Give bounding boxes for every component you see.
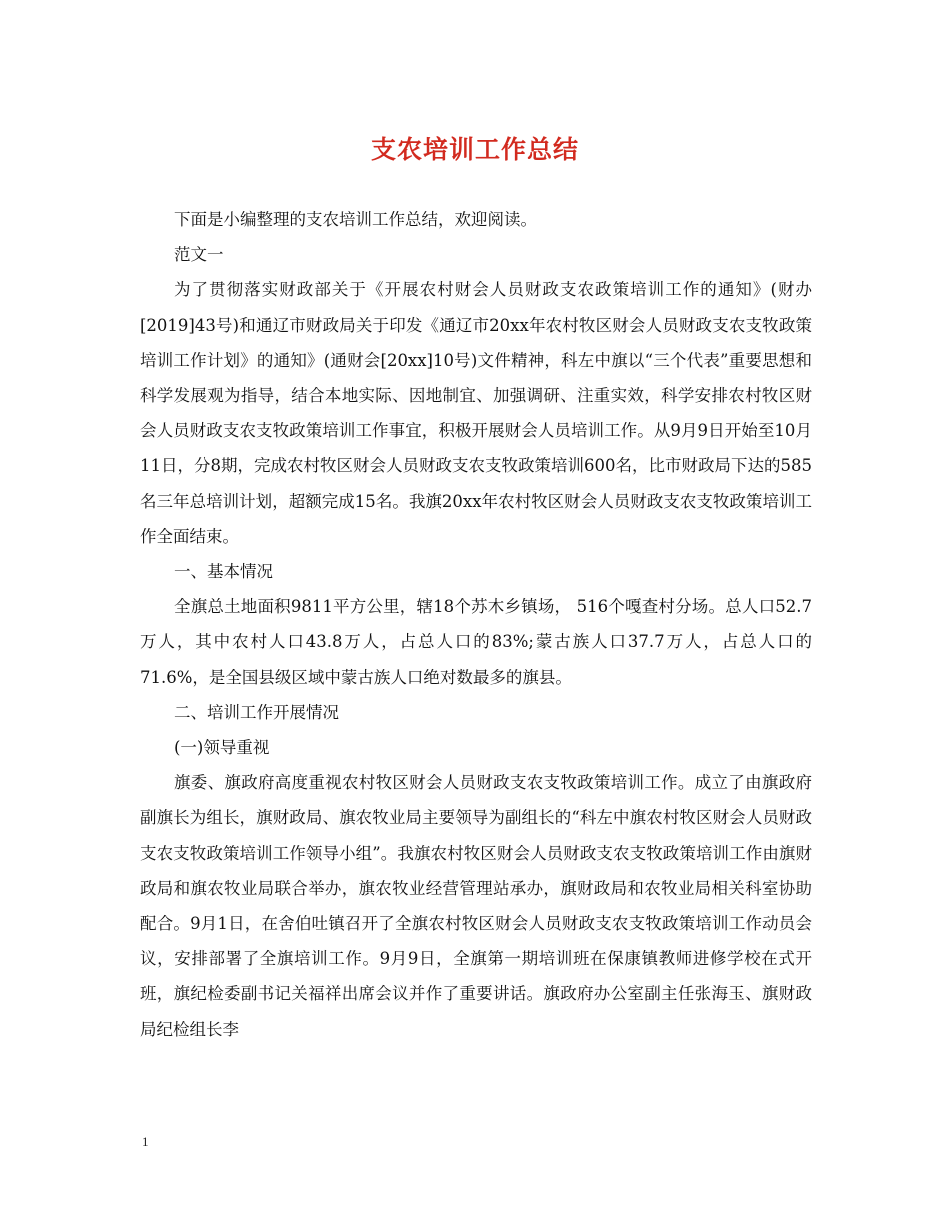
paragraph-basic-info: 全旗总土地面积9811平方公里，辖18个苏木乡镇场， 516个嘎查村分场。总人口52.7万人，其中农村人口43.8万人，占总人口的83%;蒙古族人口37.7万人，占总人口的71.6%，是全国县级区域中蒙古族人口绝对数最多的旗县。 [140, 597, 812, 687]
subsection-heading-leadership: (一)领导重视 [174, 738, 270, 758]
paragraph-intro: 下面是小编整理的支农培训工作总结，欢迎阅读。 [174, 210, 537, 229]
paragraph-sample-heading: 范文一 [174, 245, 224, 265]
section-heading-basic: 一、基本情况 [174, 562, 273, 582]
document-title: 支农培训工作总结 [370, 135, 579, 164]
page-number: 1 [142, 1134, 149, 1149]
document-body [140, 202, 812, 1047]
paragraph-background: 为了贯彻落实财政部关于《开展农村财会人员财政支农政策培训工作的通知》(财办[2019]43号)和通辽市财政局关于印发《通辽市20xx年农村牧区财会人员财政支农支牧政策培训工作计划》的通知》(通财会[20xx]10号)文件精神，科左中旗以“三个代表”重要思想和科学发展观为指导，结合本地实际、因地制宜、加强调研、注重实效，科学安排农村牧区财会人员财政支农支牧政策培训工作事宜，积极开展财会人员培训工作。从9月9日开始至10月 11日，分8期，完成农村牧区财会人员财政支农支牧政策培训600名，比市财政局下达的585名三年总培训计划，超额完成15名。我旗20xx年农村牧区财会人员财政支农支牧政策培训工作全面结束。 [140, 280, 812, 546]
section-heading-training: 二、培训工作开展情况 [174, 702, 339, 722]
paragraph-leadership: 旗委、旗政府高度重视农村牧区财会人员财政支农支牧政策培训工作。成立了由旗政府副旗长为组长，旗财政局、旗农牧业局主要领导为副组长的“科左中旗农村牧区财会人员财政支农支牧政策培训工作领导小组”。我旗农村牧区财会人员财政支农支牧政策培训工作由旗财政局和旗农牧业局联合举办，旗农牧业经营管理站承办，旗财政局和农牧业局相关科室协助配合。9月1日，在舍伯吐镇召开了全旗农村牧区财会人员财政支农支牧政策培训工作动员会议，安排部署了全旗培训工作。9月9日，全旗第一期培训班在保康镇教师进修学校在式开班，旗纪检委副书记关福祥出席会议并作了重要讲话。旗政府办公室副主任张海玉、旗财政局纪检组长李 [140, 773, 812, 1039]
